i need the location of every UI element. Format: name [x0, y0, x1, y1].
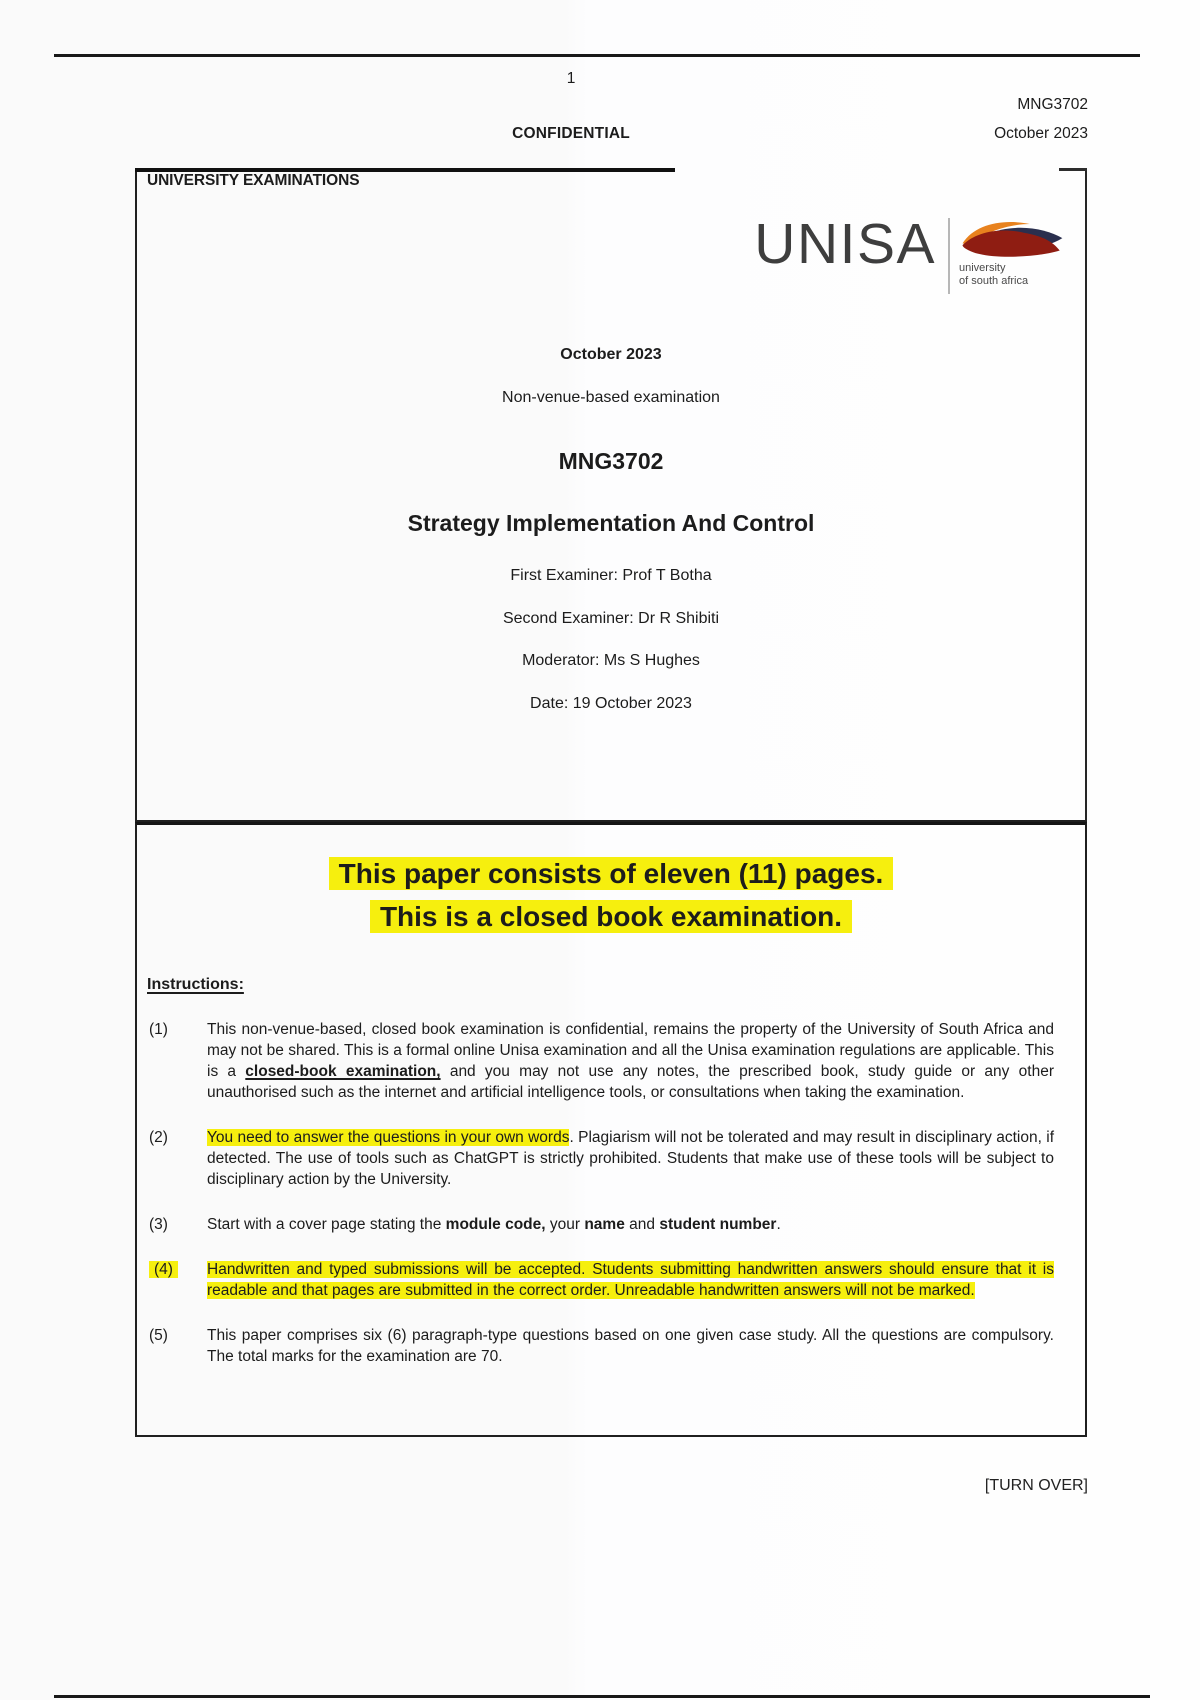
page-number: 1	[566, 70, 576, 87]
instruction-number: (3)	[149, 1216, 168, 1233]
exam-mode: Non-venue-based examination	[502, 389, 720, 406]
logo-caption-line2: of south africa	[959, 274, 1029, 287]
unisa-swoosh-icon	[959, 216, 1065, 262]
second-examiner: Second Examiner: Dr R Shibiti	[502, 610, 720, 627]
bottom-rule	[54, 1695, 1150, 1698]
instruction-item	[149, 1019, 1054, 1103]
instruction-number: (5)	[149, 1327, 168, 1344]
instructions-box	[135, 822, 1087, 1437]
module-code: MNG3702	[558, 448, 664, 474]
instruction-text: This paper comprises six (6) paragraph-type questions based on one given case study. All the questions are compulsory. The total marks for the examination are 70.	[207, 1327, 1054, 1365]
first-examiner: First Examiner: Prof T Botha	[510, 567, 712, 584]
exam-session: October 2023	[560, 346, 662, 363]
university-examinations-title: UNIVERSITY EXAMINATIONS	[147, 172, 360, 189]
page-count-notice	[137, 852, 1085, 938]
instruction-number: (2)	[149, 1129, 168, 1146]
logo-caption-line1: university	[959, 262, 1006, 274]
instructions-heading: Instructions:	[147, 976, 244, 993]
exam-date: Date: 19 October 2023	[530, 695, 692, 712]
notice-line2: This is a closed book examination.	[370, 900, 852, 933]
instruction-text: This non-venue-based, closed book examination is confidential, remains the property of the University of South Africa and may not be shared. This is a formal online Unisa examination and all the Unisa examination regulations are applicable. This is a closed-book examination, and you may not use any notes, the prescribed book, study guide or any other unauthorised such as the internet and artificial intelligence tools, or consultations when taking the examination.	[207, 1021, 1054, 1101]
module-title: Strategy Implementation And Control	[407, 510, 815, 536]
instruction-item	[149, 1127, 1054, 1190]
notice-line1: This paper consists of eleven (11) pages.	[329, 857, 894, 890]
moderator: Moderator: Ms S Hughes	[522, 652, 700, 669]
instruction-number: (1)	[149, 1021, 168, 1038]
instruction-text: You need to answer the questions in your own words. Plagiarism will not be tolerated and may result in disciplinary action, if detected. The use of tools such as ChatGPT is strictly prohibited. Students that make use of these tools will be subject to disciplinary action by the University.	[207, 1129, 1054, 1188]
instruction-item	[149, 1214, 1054, 1235]
instruction-item	[149, 1259, 1054, 1301]
top-rule	[54, 54, 1140, 57]
confidential-label: CONFIDENTIAL	[512, 125, 630, 142]
unisa-wordmark: UNISA	[754, 212, 936, 276]
header-session-date: October 2023	[994, 125, 1088, 142]
instructions-list	[149, 1019, 1054, 1391]
instruction-text: Handwritten and typed submissions will be accepted. Students submitting handwritten answers should ensure that it is readable and that pages are submitted in the correct order. Unreadable handwritten answers will not be marked.	[207, 1261, 1054, 1299]
logo-divider	[948, 218, 950, 294]
instruction-number: (4)	[149, 1259, 207, 1301]
unisa-logo	[754, 214, 1065, 294]
instruction-item	[149, 1325, 1054, 1367]
turn-over-label: [TURN OVER]	[984, 1477, 1088, 1494]
exam-identification-box	[135, 170, 1087, 822]
header-course-code: MNG3702	[1017, 96, 1088, 113]
instruction-text: Start with a cover page stating the module code, your name and student number.	[207, 1216, 781, 1233]
box-top-corner-mark	[1059, 168, 1087, 171]
